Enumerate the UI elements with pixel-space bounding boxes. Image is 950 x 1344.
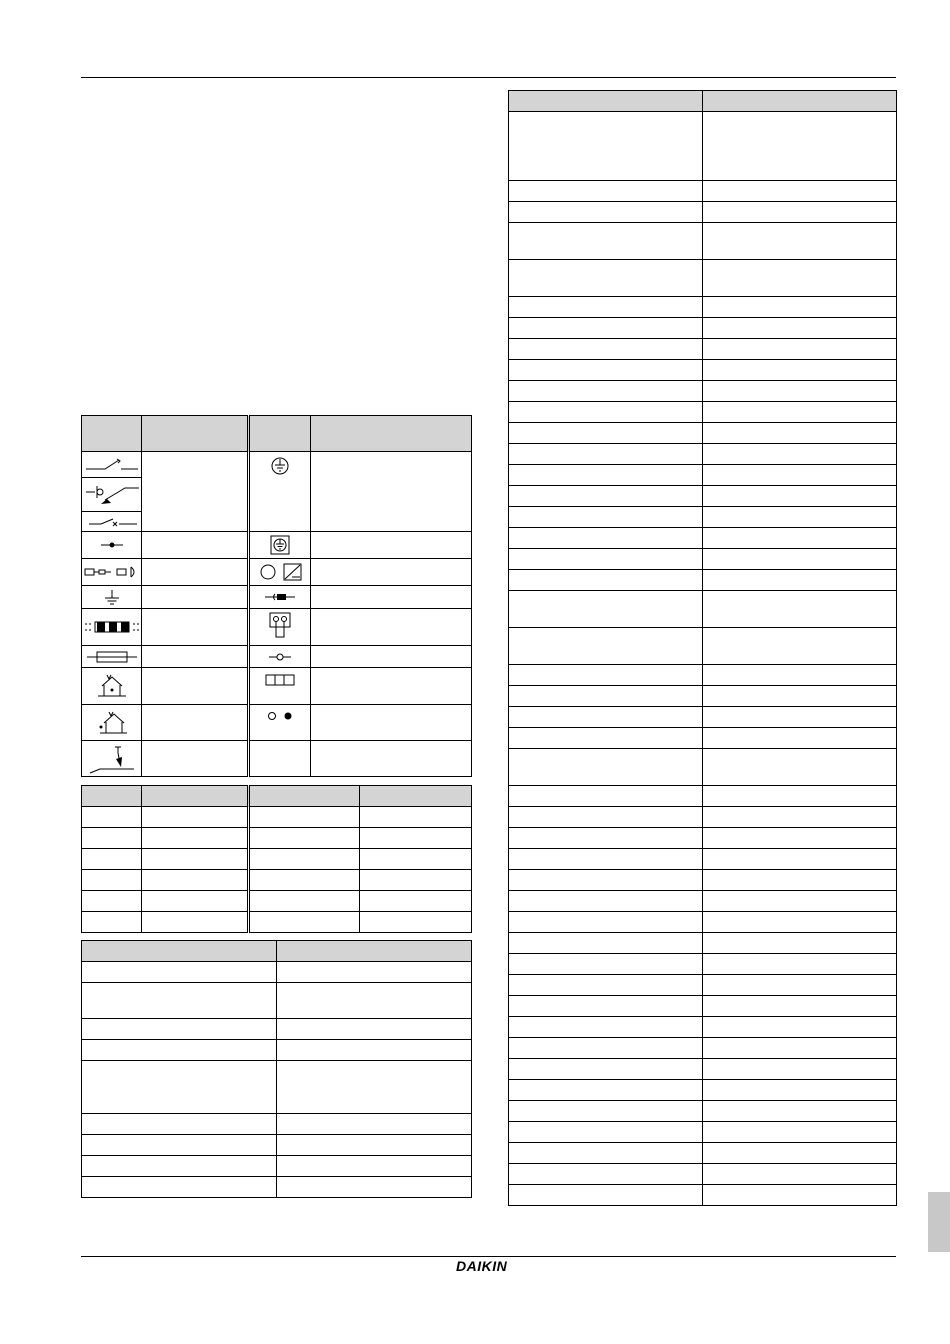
table-row — [82, 983, 472, 1019]
switch-open-icon — [82, 452, 142, 478]
residual-current-device-icon — [82, 741, 142, 777]
table-row — [509, 402, 897, 423]
table-row — [509, 1143, 897, 1164]
table-row — [509, 786, 897, 807]
description-cell — [142, 741, 249, 777]
junction-dot-icon — [82, 532, 142, 559]
table-row — [509, 181, 897, 202]
legend-table-right — [508, 90, 897, 1206]
empty-cell — [249, 741, 311, 777]
table-row — [509, 849, 897, 870]
table-row — [509, 1164, 897, 1185]
table-row — [509, 749, 897, 786]
description-cell — [142, 705, 249, 741]
footer-rule — [81, 1256, 896, 1257]
table-row — [509, 223, 897, 260]
outdoor-unit-icon — [82, 705, 142, 741]
table-row — [509, 728, 897, 749]
option-circle-icon — [249, 559, 311, 586]
description-cell — [311, 668, 472, 705]
description-cell — [142, 668, 249, 705]
description-cell — [311, 452, 472, 532]
table-row — [509, 339, 897, 360]
description-cell — [311, 586, 472, 609]
table-row — [509, 528, 897, 549]
description-cell — [142, 646, 249, 668]
table-row — [509, 933, 897, 954]
header-cell — [277, 941, 472, 962]
description-cell — [142, 559, 249, 586]
table-row — [509, 1080, 897, 1101]
table-row — [82, 1177, 472, 1198]
table-row — [82, 1061, 472, 1114]
description-cell — [311, 559, 472, 586]
table-row — [82, 849, 472, 870]
table-row — [82, 912, 472, 933]
table-row — [509, 381, 897, 402]
relay-connector-icon — [249, 609, 311, 646]
table-row — [509, 549, 897, 570]
table-row — [509, 628, 897, 665]
header-cell — [509, 91, 703, 112]
table-row — [509, 996, 897, 1017]
table-row — [509, 260, 897, 297]
terminal-open-closed-icon — [249, 705, 311, 741]
header-cell — [703, 91, 897, 112]
header-rule — [81, 77, 896, 78]
terminal-icon — [249, 646, 311, 668]
connector-icon — [82, 559, 142, 586]
header-cell — [249, 786, 360, 807]
table-row — [509, 954, 897, 975]
table-row — [509, 423, 897, 444]
section-tab — [928, 1192, 950, 1252]
table-row — [509, 1101, 897, 1122]
description-cell — [142, 452, 249, 532]
table-row — [509, 828, 897, 849]
description-cell — [142, 609, 249, 646]
table-row — [509, 665, 897, 686]
table-row — [509, 1017, 897, 1038]
symbol-legend-table — [81, 415, 472, 777]
header-cell — [311, 416, 472, 452]
table-row — [509, 202, 897, 223]
daikin-logo: DAIKIN — [456, 1258, 508, 1274]
ferrite-core-icon — [82, 609, 142, 646]
table-row — [509, 891, 897, 912]
table-row — [82, 1019, 472, 1040]
header-cell — [82, 941, 277, 962]
table-row — [82, 1114, 472, 1135]
protective-earth-icon — [249, 452, 311, 532]
table-row — [82, 807, 472, 828]
limit-switch-icon — [82, 478, 142, 512]
table-row — [509, 112, 897, 181]
table-row — [82, 1156, 472, 1177]
header-cell — [82, 786, 142, 807]
noiseless-earth-icon — [249, 532, 311, 559]
table-row — [509, 870, 897, 891]
table-row — [509, 570, 897, 591]
table-row — [82, 828, 472, 849]
table-row — [509, 318, 897, 339]
table-row — [82, 962, 472, 983]
table-row — [82, 1040, 472, 1061]
earth-icon — [82, 586, 142, 609]
colour-code-table — [81, 785, 472, 933]
legend-table-left — [81, 940, 472, 1198]
table-row — [509, 1059, 897, 1080]
table-row — [82, 870, 472, 891]
table-row — [509, 1038, 897, 1059]
table-row — [509, 465, 897, 486]
table-row — [82, 891, 472, 912]
description-cell — [311, 532, 472, 559]
terminal-strip-icon — [249, 668, 311, 705]
table-row — [509, 591, 897, 628]
description-cell — [142, 532, 249, 559]
table-row — [509, 1122, 897, 1143]
table-row — [509, 912, 897, 933]
header-cell — [82, 416, 142, 452]
header-cell — [142, 786, 249, 807]
table-row — [509, 486, 897, 507]
table-row — [82, 1135, 472, 1156]
indoor-unit-icon — [82, 668, 142, 705]
table-row — [509, 1185, 897, 1206]
description-cell — [142, 586, 249, 609]
header-cell — [142, 416, 249, 452]
header-cell — [360, 786, 472, 807]
header-cell — [249, 416, 311, 452]
table-row — [509, 707, 897, 728]
thermal-switch-icon — [82, 512, 142, 532]
table-row — [509, 807, 897, 828]
description-cell — [311, 646, 472, 668]
table-row — [509, 360, 897, 381]
fuse-icon — [82, 646, 142, 668]
table-row — [509, 444, 897, 465]
description-cell — [311, 609, 472, 646]
description-cell — [311, 705, 472, 741]
table-row — [509, 686, 897, 707]
table-row — [509, 297, 897, 318]
table-row — [509, 507, 897, 528]
table-row — [509, 975, 897, 996]
wire-connector-icon — [249, 586, 311, 609]
description-cell — [311, 741, 472, 777]
